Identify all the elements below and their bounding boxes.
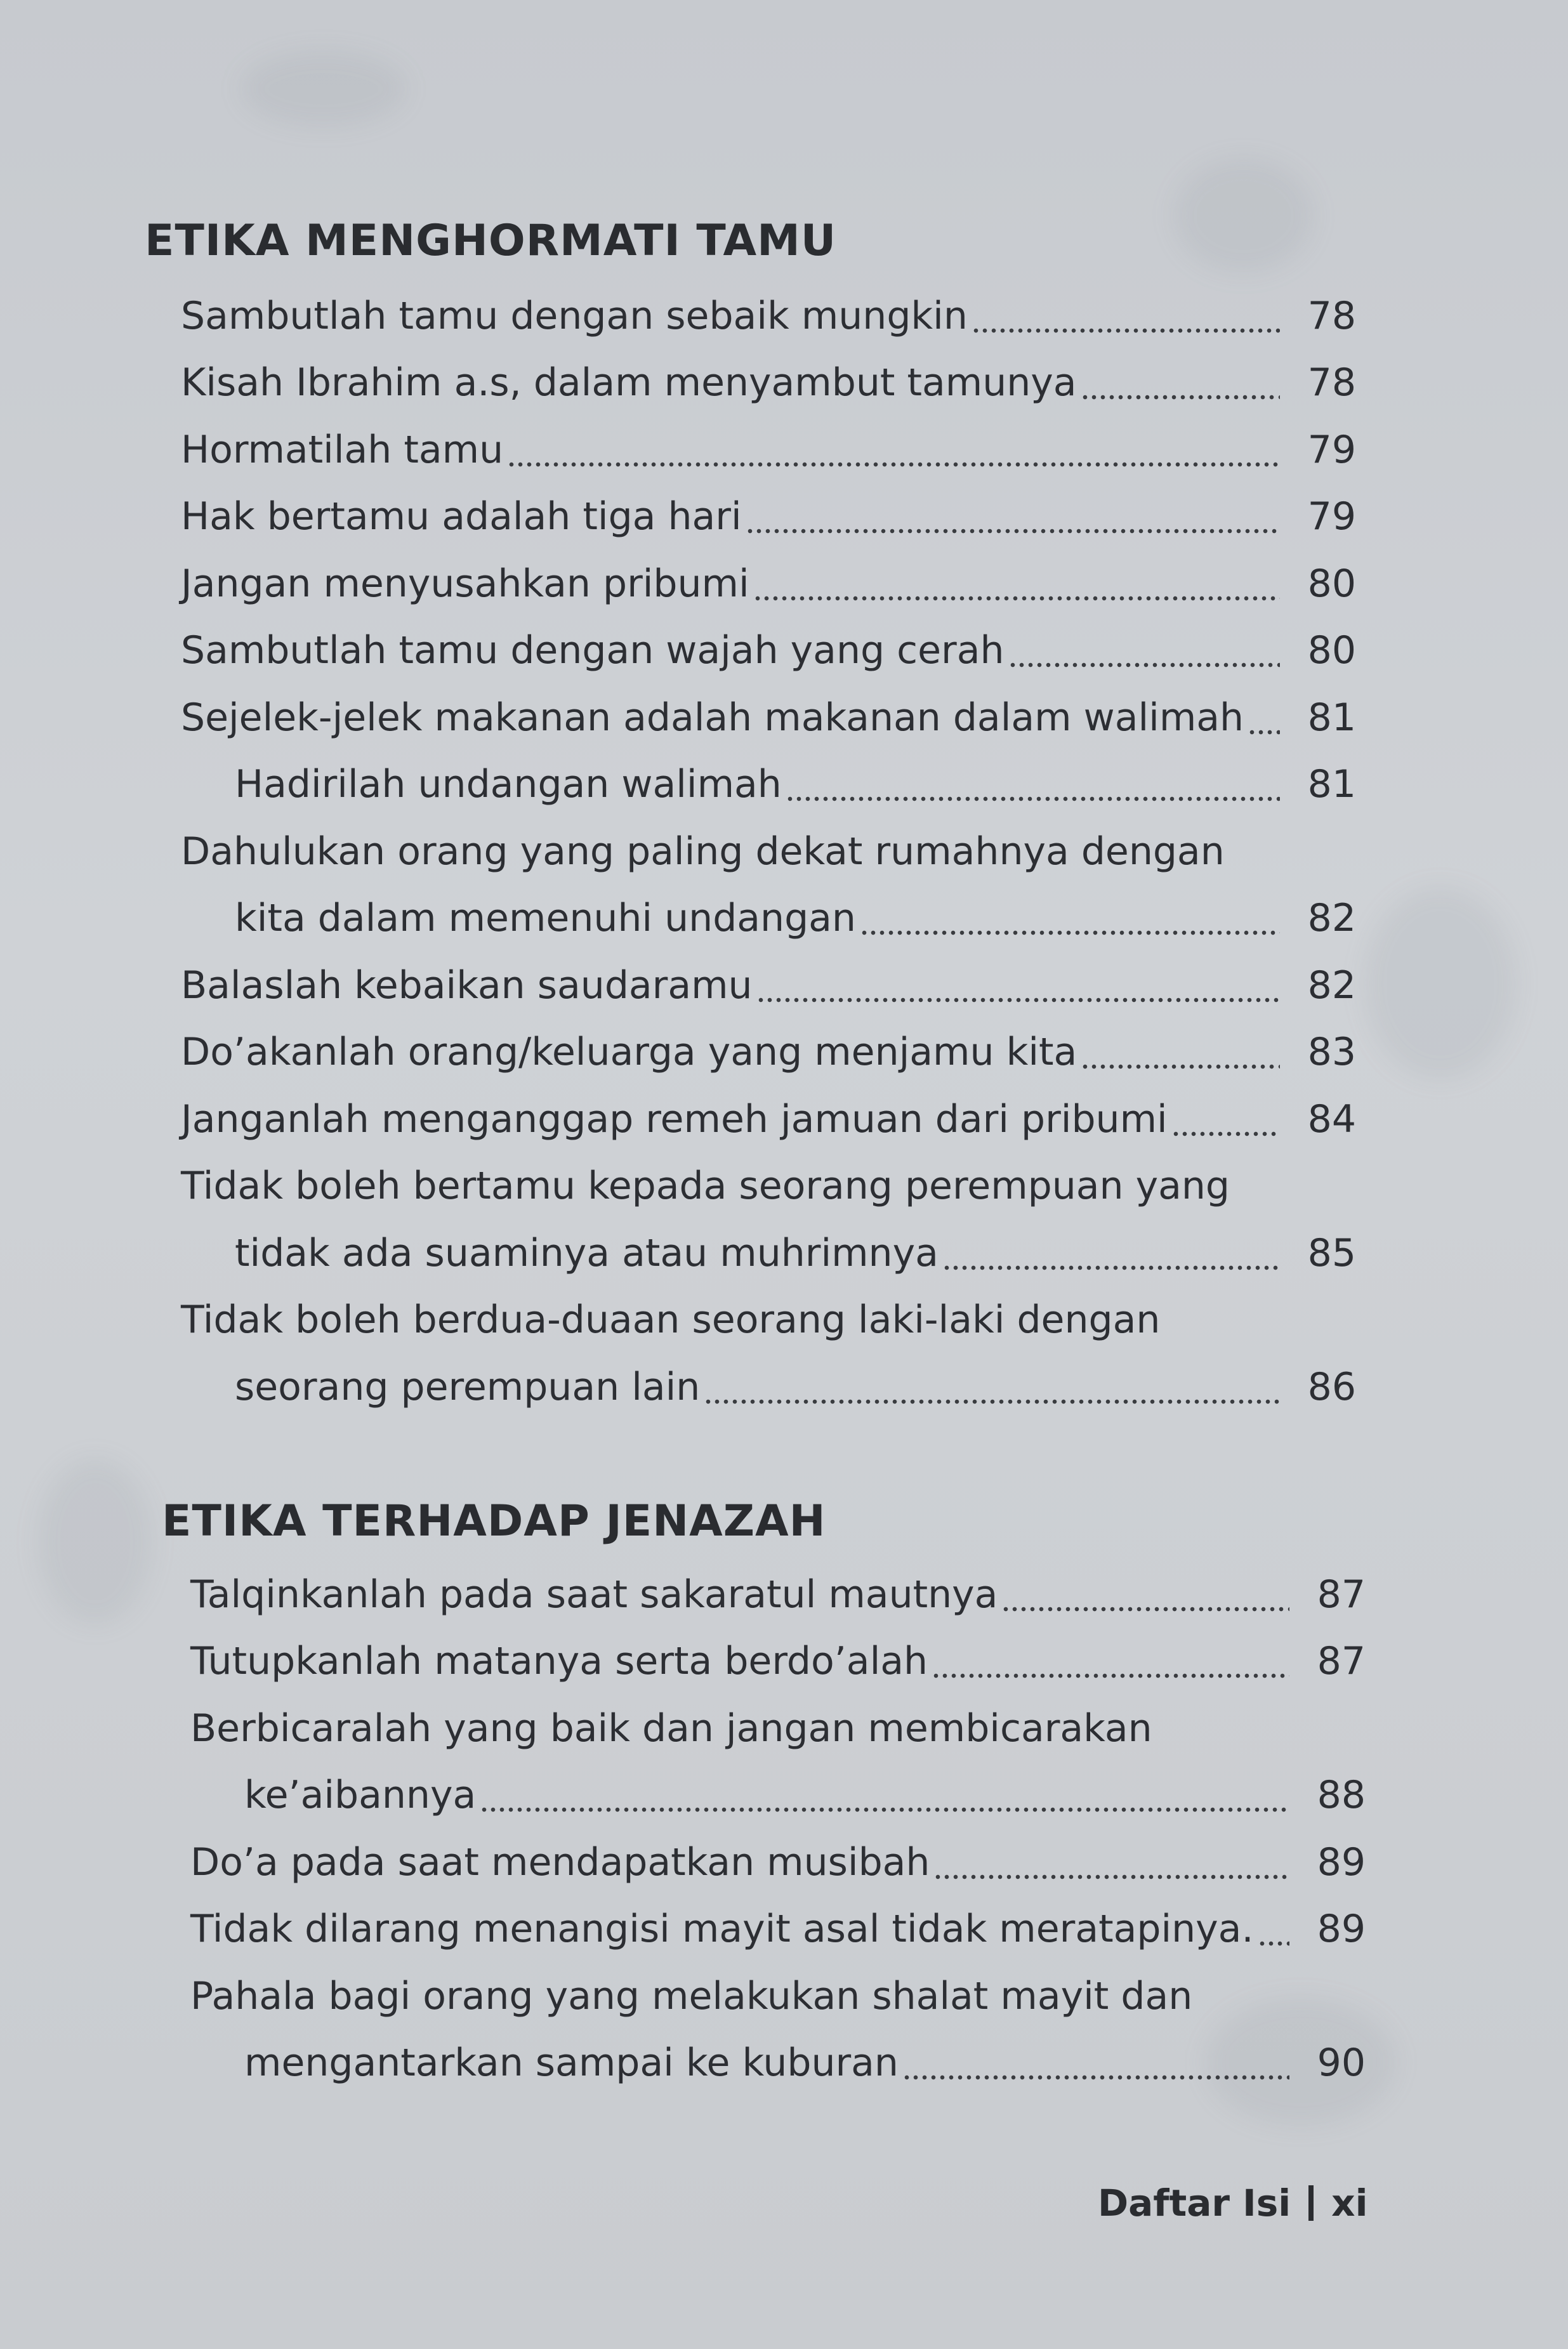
toc-page-number: 87	[1317, 1639, 1366, 1684]
toc-entry-title: Hadirilah undangan walimah	[235, 762, 782, 807]
toc-entry-line	[181, 1153, 1367, 1220]
dot-leader	[1001, 1576, 1289, 1614]
toc-page-number: 85	[1307, 1230, 1356, 1275]
toc-entry-line	[190, 1561, 1377, 1628]
dot-leader	[704, 1368, 1280, 1406]
toc-entry-title: tidak ada suaminya atau muhrimnya	[235, 1230, 939, 1275]
toc-page-number: 81	[1307, 695, 1356, 740]
toc-entry-title: Pahala bagi orang yang melakukan shalat mayit dan	[190, 1973, 1193, 2018]
dot-leader	[932, 1642, 1289, 1680]
toc-entry-line	[181, 350, 1367, 417]
toc-entry-title: Janganlah menganggap remeh jamuan dari pribumi	[181, 1096, 1168, 1142]
paper-smudge	[38, 1459, 152, 1624]
toc-entry-title: Tutupkanlah matanya serta berdo’alah	[190, 1639, 928, 1684]
toc-entry-line	[181, 1086, 1367, 1153]
toc-page-number: 86	[1307, 1364, 1356, 1409]
toc-entry-title: Hormatilah tamu	[181, 427, 504, 472]
toc-entry-title: Tidak boleh bertamu kepada seorang perempuan yang	[181, 1164, 1230, 1209]
toc-entry-line	[181, 684, 1367, 751]
toc-page-number: 84	[1307, 1096, 1356, 1142]
dot-leader	[507, 431, 1280, 469]
toc-entry-line	[181, 1287, 1367, 1354]
dot-leader	[1171, 1100, 1280, 1138]
dot-leader	[942, 1234, 1280, 1272]
toc-entry-title: Jangan menyusahkan pribumi	[181, 561, 749, 606]
toc-entry-line	[190, 1829, 1377, 1896]
toc-entry-title: Sejelek-jelek makanan adalah makanan dalam walimah	[181, 695, 1244, 740]
page-number: xi	[1331, 2181, 1368, 2225]
toc-entry-line	[181, 416, 1367, 484]
toc-entry-title: Dahulukan orang yang paling dekat rumahnya dengan	[181, 829, 1225, 874]
paper-smudge	[1364, 888, 1517, 1079]
dot-leader	[1248, 699, 1280, 737]
toc-entry-line	[181, 1353, 1367, 1421]
dot-leader	[860, 899, 1280, 937]
section-heading-jenazah: ETIKA TERHADAP JENAZAH	[162, 1496, 826, 1546]
dot-leader	[746, 497, 1280, 536]
toc-page-number: 88	[1317, 1773, 1366, 1818]
toc-page-number: 81	[1307, 762, 1356, 807]
toc-page-number: 80	[1307, 561, 1356, 606]
dot-leader	[1081, 1033, 1280, 1071]
toc-entry-line	[181, 1019, 1367, 1086]
toc-entry-title: ke’aibannya	[244, 1773, 477, 1818]
dot-leader	[1081, 364, 1280, 402]
toc-entry-title: Hak bertamu adalah tiga hari	[181, 494, 742, 539]
toc-page-number: 82	[1307, 963, 1356, 1008]
toc-entry-line	[181, 952, 1367, 1019]
toc-entry-title: Sambutlah tamu dengan wajah yang cerah	[181, 628, 1005, 673]
page-footer	[1098, 2181, 1367, 2225]
dot-leader	[972, 297, 1280, 335]
toc-entry-line	[181, 617, 1367, 685]
toc-entry-line	[181, 484, 1367, 551]
paper-smudge	[1174, 159, 1314, 273]
toc-entry-line	[181, 885, 1367, 952]
dot-leader	[753, 565, 1280, 603]
toc-page-number: 89	[1317, 1839, 1366, 1885]
toc-page-number: 78	[1307, 293, 1356, 338]
toc-entry-title: Berbicaralah yang baik dan jangan membicarakan	[190, 1706, 1152, 1751]
toc-list-jenazah	[190, 1561, 1377, 2096]
toc-entry-title: mengantarkan sampai ke kuburan	[244, 2041, 899, 2086]
dot-leader	[786, 765, 1280, 803]
toc-entry-title: Balaslah kebaikan saudaramu	[181, 963, 753, 1008]
toc-entry-title: Do’a pada saat mendapatkan musibah	[190, 1839, 930, 1885]
toc-entry-title: Do’akanlah orang/keluarga yang menjamu kita	[181, 1030, 1077, 1075]
toc-list-tamu	[181, 282, 1367, 1421]
toc-entry-title: Kisah Ibrahim a.s, dalam menyambut tamunya	[181, 360, 1077, 405]
footer-label: Daftar Isi	[1098, 2181, 1291, 2225]
toc-page-number: 79	[1307, 427, 1356, 472]
footer-separator	[1308, 2185, 1314, 2221]
toc-page-number: 83	[1307, 1030, 1356, 1075]
toc-entry-line	[190, 1896, 1377, 1963]
toc-entry-line	[190, 1762, 1377, 1829]
toc-page-number: 79	[1307, 494, 1356, 539]
toc-entry-title: Sambutlah tamu dengan sebaik mungkin	[181, 293, 968, 338]
toc-page-number: 82	[1307, 896, 1356, 941]
toc-entry-line	[181, 282, 1367, 350]
dot-leader	[933, 1843, 1289, 1881]
toc-entry-line	[190, 2030, 1377, 2097]
dot-leader	[1008, 631, 1281, 669]
dot-leader	[756, 966, 1280, 1004]
toc-page-number: 90	[1317, 2041, 1366, 2086]
toc-entry-title: Tidak boleh berdua-duaan seorang laki-laki dengan	[181, 1298, 1161, 1343]
section-heading-tamu: ETIKA MENGHORMATI TAMU	[145, 216, 837, 266]
toc-page-number: 78	[1307, 360, 1356, 405]
toc-entry-title: Talqinkanlah pada saat sakaratul mautnya	[190, 1572, 998, 1617]
toc-entry-title: Tidak dilarang menangisi mayit asal tidak meratapinya.	[190, 1907, 1254, 1952]
toc-entry-line	[190, 1628, 1377, 1695]
toc-entry-line	[181, 550, 1367, 617]
toc-entry-line	[181, 751, 1367, 819]
toc-entry-title: seorang perempuan lain	[235, 1364, 701, 1409]
toc-entry-line	[181, 1220, 1367, 1287]
toc-entry-line	[190, 1963, 1377, 2030]
dot-leader	[480, 1776, 1289, 1814]
dot-leader	[1258, 1910, 1289, 1948]
toc-entry-title: kita dalam memenuhi undangan	[235, 896, 856, 941]
dot-leader	[902, 2044, 1289, 2082]
paper-smudge	[241, 51, 406, 127]
toc-page-number: 89	[1317, 1907, 1366, 1952]
toc-page-number: 80	[1307, 628, 1356, 673]
toc-page-number: 87	[1317, 1572, 1366, 1617]
toc-entry-line	[190, 1695, 1377, 1762]
toc-entry-line	[181, 818, 1367, 885]
